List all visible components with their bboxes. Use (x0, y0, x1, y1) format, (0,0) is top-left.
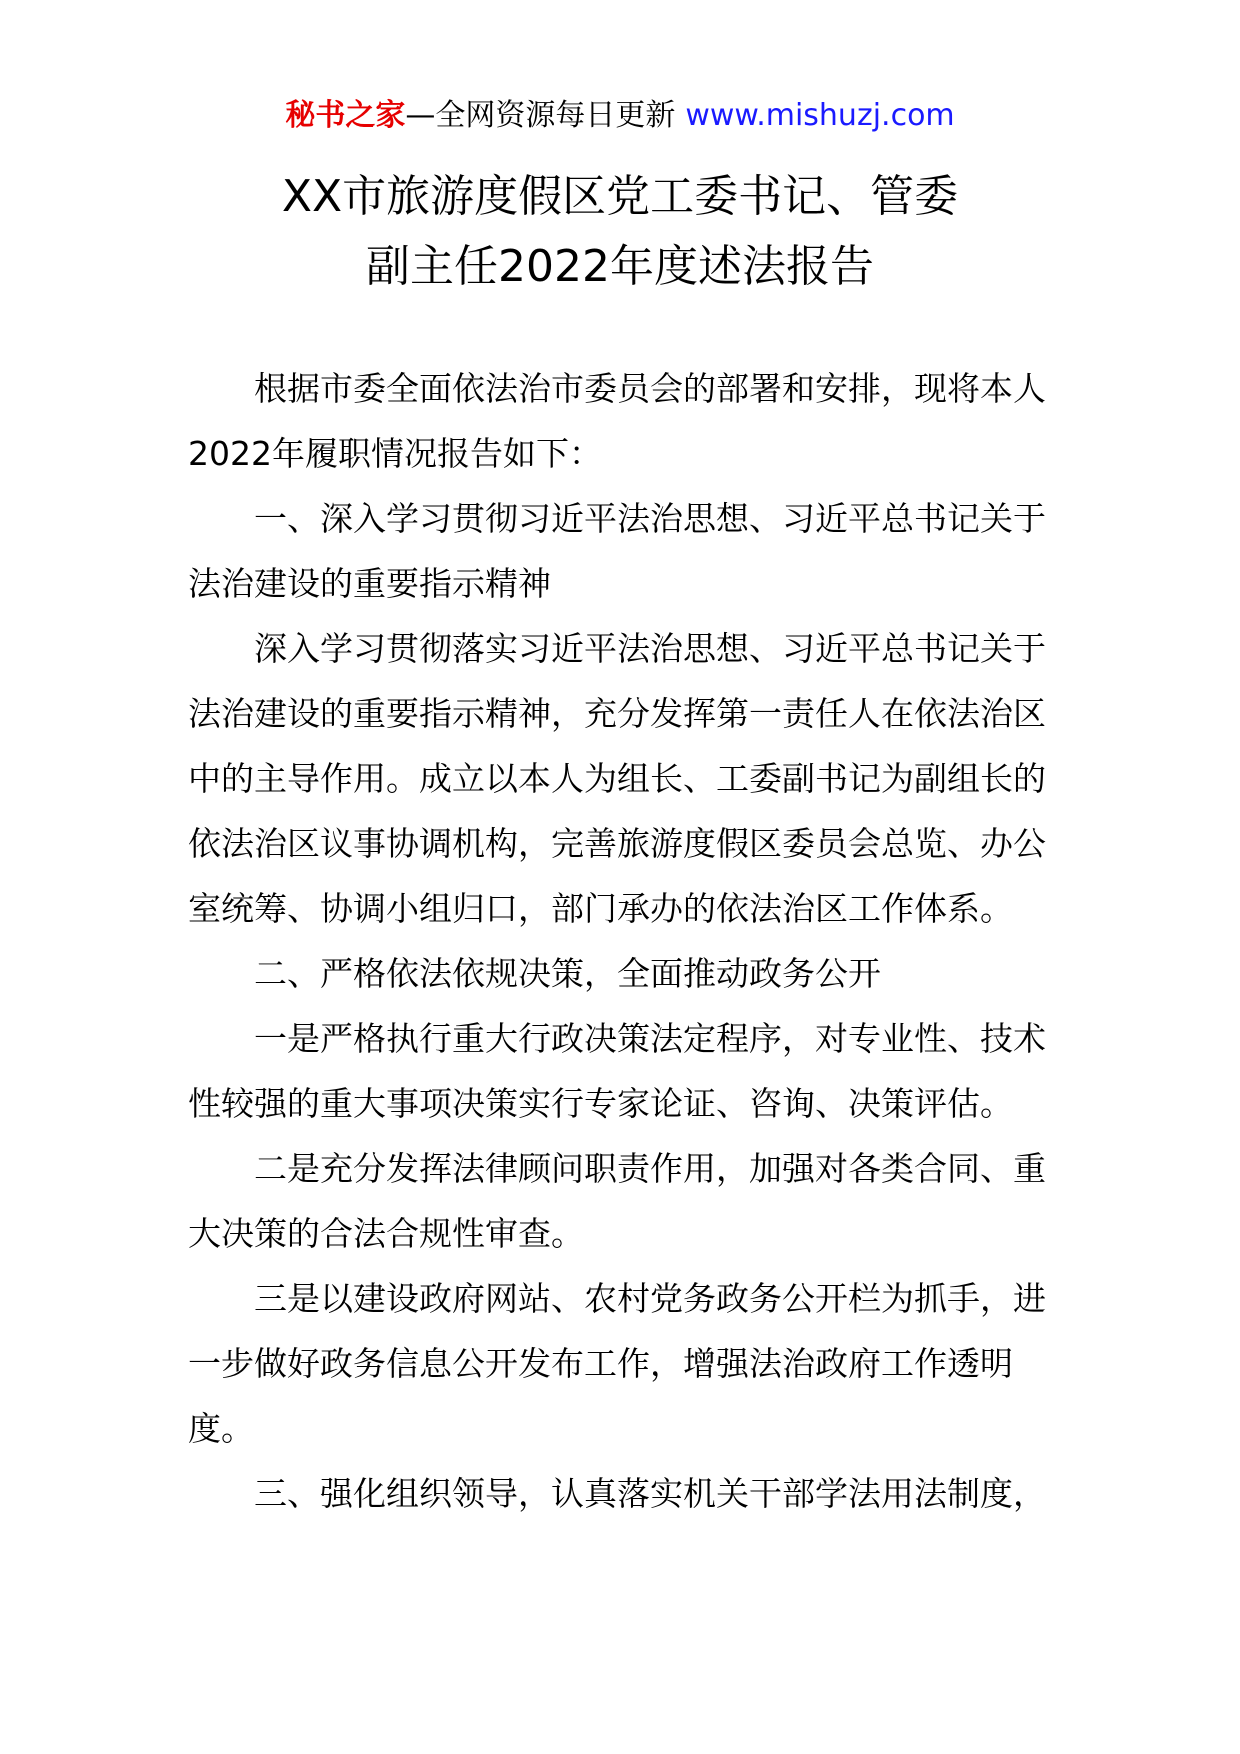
title-line-1: XX市旅游度假区党工委书记、管委 (281, 171, 959, 222)
section-heading-3: 三、强化组织领导，认真落实机关干部学法用法制度， (254, 1474, 1046, 1513)
brand-name: 秘书之家 (285, 98, 406, 133)
paragraph-intro: 根据市委全面依法治市委员会的部署和安排，现将本人2022年履职情况报告如下： (188, 369, 1046, 473)
paragraph-section-1: 深入学习贯彻落实习近平法治思想、习近平总书记关于法治建设的重要指示精神，充分发挥第一责任人在依法治区中的主导作用。成立以本人为组长、工委副书记为副组长的依法治区议事协调机构，完善旅游度假区委员会总览、办公室统筹、协调小组归口，部门承办的依法治区工作体系。 (188, 629, 1046, 928)
site-header (0, 96, 1240, 136)
document-body (188, 356, 1056, 1526)
header-slogan: —全网资源每日更新 (405, 98, 676, 133)
section-heading-1: 一、深入学习贯彻习近平法治思想、习近平总书记关于法治建设的重要指示精神 (188, 499, 1046, 603)
document-title (0, 162, 1240, 302)
paragraph-item-3: 三是以建设政府网站、农村党务政务公开栏为抓手，进一步做好政务信息公开发布工作，增强法治政府工作透明度。 (188, 1279, 1046, 1448)
paragraph-item-2: 二是充分发挥法律顾问职责作用，加强对各类合同、重大决策的合法合规性审查。 (188, 1149, 1046, 1253)
section-heading-2: 二、严格依法依规决策，全面推动政务公开 (254, 954, 881, 993)
paragraph-item-1: 一是严格执行重大行政决策法定程序，对专业性、技术性较强的重大事项决策实行专家论证、咨询、决策评估。 (188, 1019, 1046, 1123)
title-line-2: 副主任2022年度述法报告 (366, 241, 874, 292)
site-url[interactable]: www.mishuzj.com (685, 98, 955, 133)
